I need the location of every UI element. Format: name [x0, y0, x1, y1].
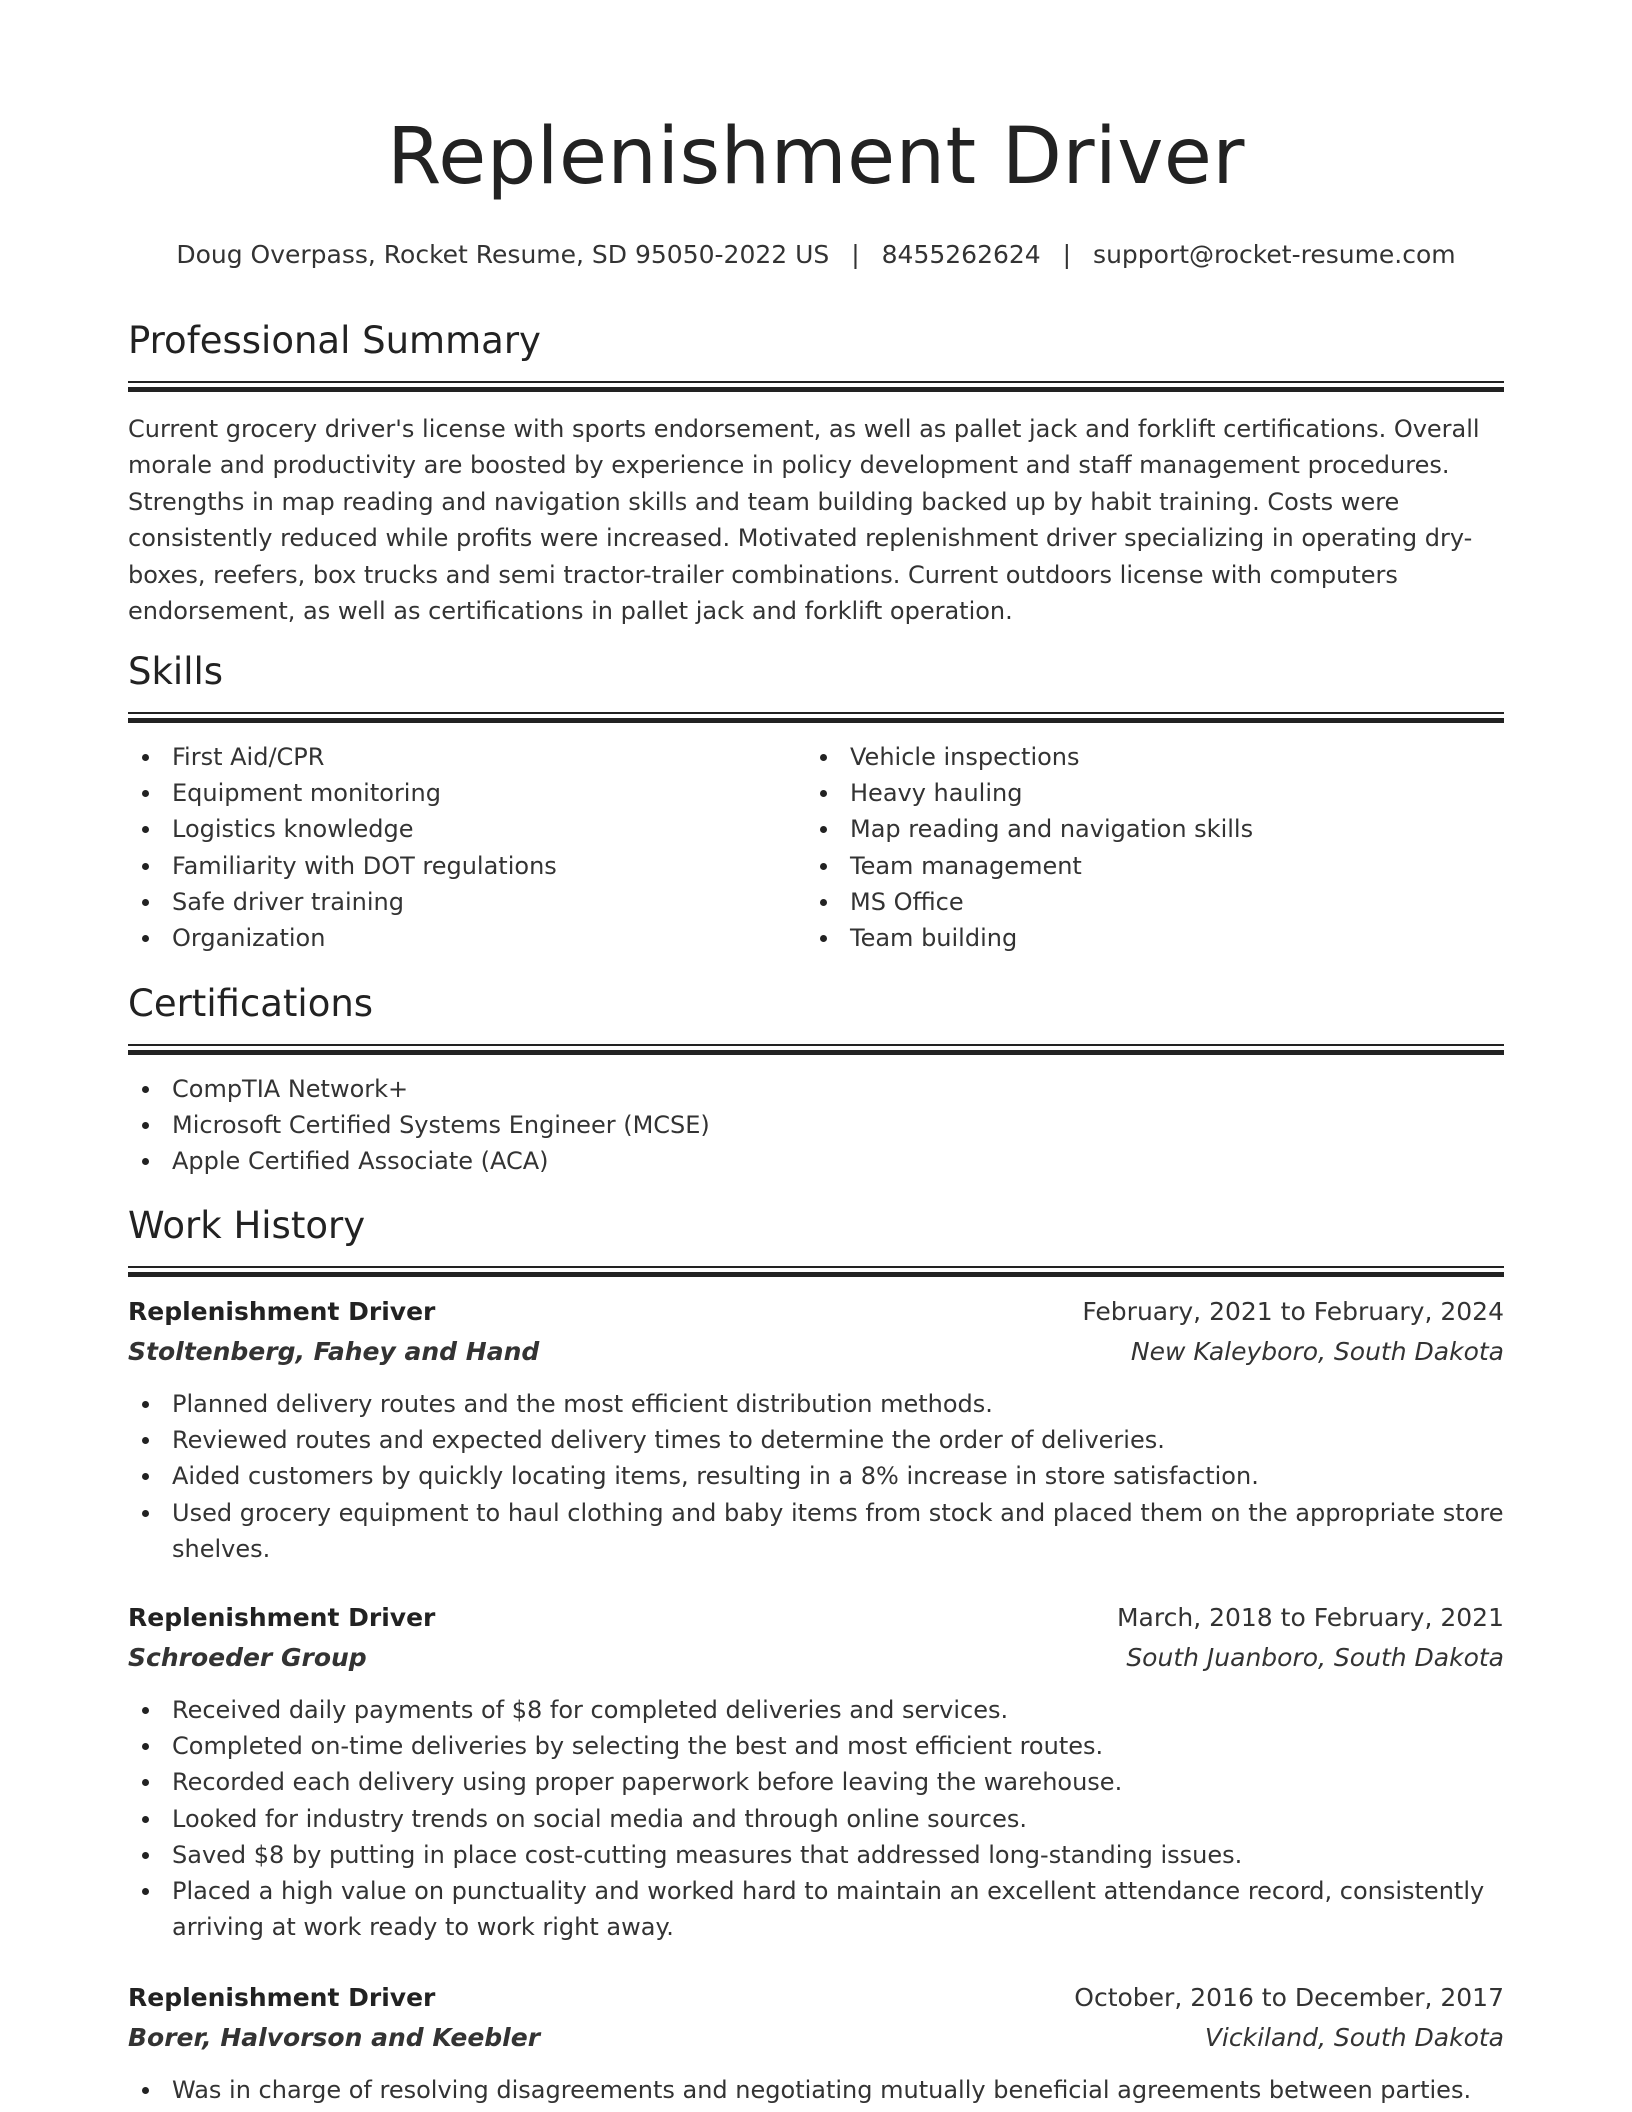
job-bullets: [128, 1692, 1504, 1945]
job-bullet: Reviewed routes and expected delivery times to determine the order of deliveries.: [128, 1422, 1504, 1458]
resume-title: Replenishment Driver: [387, 112, 1245, 202]
job-dates: March, 2018 to February, 2021: [1116, 1603, 1504, 1632]
skills-columns: [128, 739, 1504, 956]
job-header: [128, 1603, 1504, 1633]
contact-line: [104, 240, 1528, 270]
contact-email: support@rocket-resume.com: [1093, 240, 1456, 269]
skill-item: Map reading and navigation skills: [806, 811, 1484, 847]
job-bullet: Planned delivery routes and the most efficient distribution methods.: [128, 1386, 1504, 1422]
skill-item: Vehicle inspections: [806, 739, 1484, 775]
certifications-section: [128, 982, 1504, 1180]
job-location: Vickiland, South Dakota: [1204, 2023, 1504, 2052]
job-bullet: Aided customers by quickly locating items, resulting in a 8% increase in store satisfaction.: [128, 1458, 1504, 1494]
section-heading: Skills: [128, 650, 224, 693]
job-location: South Juanboro, South Dakota: [1126, 1643, 1504, 1672]
skill-item: Team building: [806, 920, 1484, 956]
contact-address: Doug Overpass, Rocket Resume, SD 95050-2022 US: [176, 240, 830, 269]
job-title: Replenishment Driver: [128, 1983, 436, 2012]
job-bullet: Completed on-time deliveries by selecting the best and most efficient routes.: [128, 1728, 1504, 1764]
job-dates: October, 2016 to December, 2017: [1074, 1983, 1504, 2012]
job-bullet: Saved $8 by putting in place cost-cutting measures that addressed long-standing issues.: [128, 1837, 1504, 1873]
job-entry: [128, 1297, 1504, 1567]
job-subheader: [128, 2023, 1504, 2052]
job-title: Replenishment Driver: [128, 1603, 436, 1632]
contact-phone: 8455262624: [881, 240, 1041, 269]
job-location: New Kaleyboro, South Dakota: [1130, 1337, 1504, 1366]
skill-item: Familiarity with DOT regulations: [128, 848, 806, 884]
skill-item: Heavy hauling: [806, 775, 1484, 811]
job-subheader: [128, 1337, 1504, 1366]
certification-item: Microsoft Certified Systems Engineer (MCSE): [128, 1107, 1504, 1143]
skill-item: Team management: [806, 848, 1484, 884]
skill-item: Safe driver training: [128, 884, 806, 920]
skills-list-left: [128, 739, 806, 956]
section-divider: [128, 1044, 1504, 1054]
work-history-section: [128, 1204, 1504, 1276]
section-heading: Professional Summary: [128, 319, 541, 362]
section-divider: [128, 712, 1504, 722]
job-bullets: [128, 2072, 1504, 2108]
job-bullet: Received daily payments of $8 for completed deliveries and services.: [128, 1692, 1504, 1728]
certification-item: Apple Certified Associate (ACA): [128, 1143, 1504, 1179]
certification-item: CompTIA Network+: [128, 1071, 1504, 1107]
section-divider: [128, 1266, 1504, 1276]
skills-list-right: [806, 739, 1484, 956]
job-subheader: [128, 1643, 1504, 1672]
job-dates: February, 2021 to February, 2024: [1082, 1297, 1504, 1326]
summary-text: Current grocery driver's license with sports endorsement, as well as pallet jack and forklift certifications. Overall morale and productivity are boosted by experience in policy development and staff management procedures. Strengths in map reading and navigation skills and team building backed up by habit training. Costs were consistently reduced while profits were increased. Motivated replenishment driver specializing in operating dry-boxes, reefers, box trucks and semi tractor-trailer combinations. Current outdoors license with computers endorsement, as well as certifications in pallet jack and forklift operation.: [128, 415, 1480, 626]
job-header: [128, 1983, 1504, 2013]
job-bullets: [128, 1386, 1504, 1567]
job-bullet: Looked for industry trends on social media and through online sources.: [128, 1801, 1504, 1837]
skill-item: Organization: [128, 920, 806, 956]
job-company: Borer, Halvorson and Keebler: [128, 2023, 541, 2052]
summary-section: [128, 319, 1504, 629]
job-bullet: Was in charge of resolving disagreements and negotiating mutually beneficial agreements between parties.: [128, 2072, 1504, 2108]
job-entry: [128, 1983, 1504, 2108]
job-bullet: Recorded each delivery using proper paperwork before leaving the warehouse.: [128, 1764, 1504, 1800]
contact-separator: |: [851, 240, 860, 269]
skills-section: [128, 650, 1504, 956]
section-divider: [128, 381, 1504, 391]
job-title: Replenishment Driver: [128, 1297, 436, 1326]
job-company: Schroeder Group: [128, 1643, 367, 1672]
job-entry: [128, 1603, 1504, 1945]
job-header: [128, 1297, 1504, 1327]
skill-item: Equipment monitoring: [128, 775, 806, 811]
skill-item: First Aid/CPR: [128, 739, 806, 775]
section-heading: Work History: [128, 1204, 366, 1247]
skill-item: Logistics knowledge: [128, 811, 806, 847]
job-bullet: Used grocery equipment to haul clothing and baby items from stock and placed them on the appropriate store shelves.: [128, 1495, 1504, 1567]
certifications-list: [128, 1071, 1504, 1180]
job-bullet: Placed a high value on punctuality and worked hard to maintain an excellent attendance record, consistently arriving at work ready to work right away.: [128, 1873, 1504, 1945]
section-heading: Certifications: [128, 982, 374, 1025]
skill-item: MS Office: [806, 884, 1484, 920]
contact-separator: |: [1062, 240, 1072, 269]
job-company: Stoltenberg, Fahey and Hand: [128, 1337, 540, 1366]
